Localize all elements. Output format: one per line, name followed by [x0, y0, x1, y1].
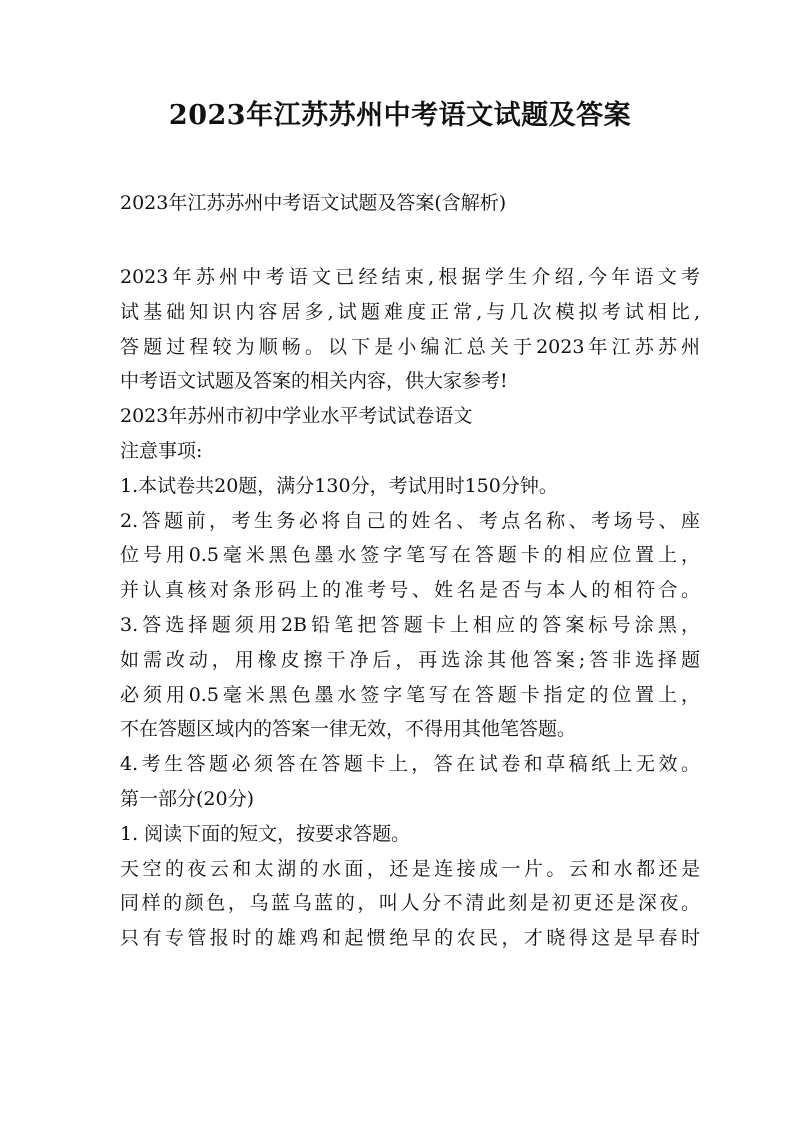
body-line: 4.考生答题必须答在答题卡上，答在试卷和草稿纸上无效。	[120, 753, 700, 776]
body-line: 天空的夜云和太湖的水面，还是连接成一片。云和水都还是	[120, 857, 700, 880]
body-line: 并认真核对条形码上的准考号、姓名是否与本人的相符合。	[120, 579, 700, 602]
body-line: 中考语文试题及答案的相关内容，供大家参考!	[120, 370, 508, 393]
body-line: 3.答选择题须用2B铅笔把答题卡上相应的答案标号涂黑，	[120, 613, 700, 636]
body-line: 不在答题区域内的答案一律无效，不得用其他笔答题。	[120, 718, 577, 741]
body-line: 注意事项:	[120, 439, 203, 462]
body-line: 1.本试卷共20题，满分130分，考试用时150分钟。	[120, 474, 558, 497]
body-line: 如需改动，用橡皮擦干净后，再选涂其他答案;答非选择题	[120, 648, 700, 671]
body-line: 试基础知识内容居多,试题难度正常,与几次模拟考试相比,	[120, 300, 700, 323]
document-body	[120, 260, 700, 956]
body-line: 只有专管报时的雄鸡和起惯绝早的农民，才晓得这是早春时	[120, 927, 700, 950]
body-line: 1. 阅读下面的短文，按要求答题。	[120, 822, 411, 845]
body-line: 必须用0.5毫米黑色墨水签字笔写在答题卡指定的位置上，	[120, 683, 700, 706]
body-line: 同样的颜色，乌蓝乌蓝的，叫人分不清此刻是初更还是深夜。	[120, 892, 700, 915]
document-title: 2023年江苏苏州中考语文试题及答案	[168, 100, 632, 131]
body-line: 2.答题前，考生务必将自己的姓名、考点名称、考场号、座	[120, 509, 700, 532]
body-line: 2023年苏州市初中学业水平考试试卷语文	[120, 405, 473, 428]
body-line: 位号用0.5毫米黑色墨水签字笔写在答题卡的相应位置上，	[120, 544, 700, 567]
body-line: 答题过程较为顺畅。以下是小编汇总关于2023年江苏苏州	[120, 335, 700, 358]
body-line: 2023年苏州中考语文已经结束,根据学生介绍,今年语文考	[120, 266, 700, 288]
document-subtitle: 2023年江苏苏州中考语文试题及答案(含解析)	[120, 192, 507, 214]
body-line: 第一部分(20分)	[120, 787, 255, 810]
